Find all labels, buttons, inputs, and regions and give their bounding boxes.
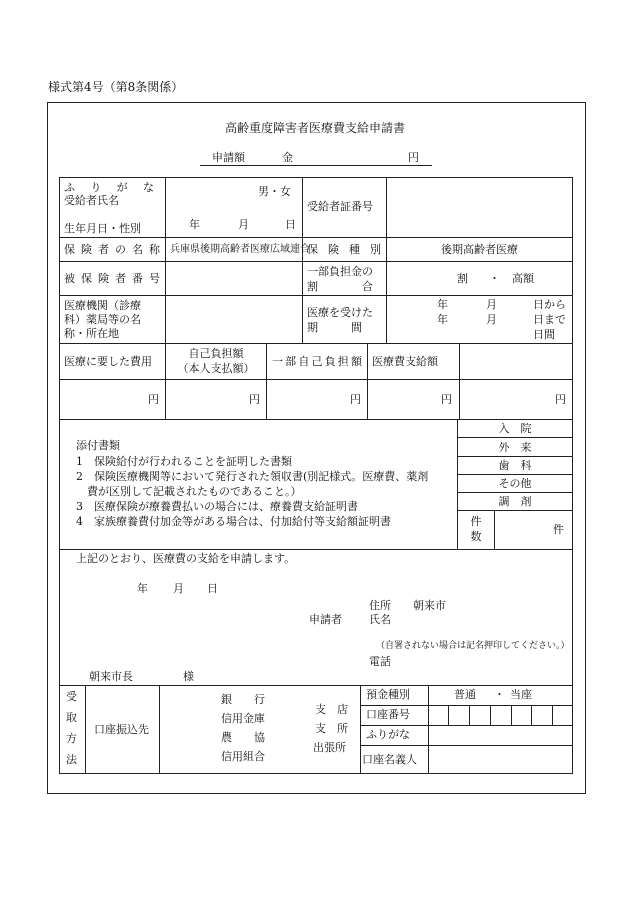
facility-label-line1: 医療機関（診療 [64, 299, 141, 312]
insured-number-label: 被 保 険 者 番 号 [64, 272, 160, 285]
claim-amount-unit: 円 [408, 151, 419, 164]
birth-year: 年 [189, 218, 200, 231]
account-holder-field[interactable] [429, 746, 572, 773]
declaration-year: 年 [137, 582, 148, 595]
copay-wari[interactable]: 割 [457, 272, 468, 285]
category-dental[interactable]: 歯 科 [498, 459, 532, 472]
receipt-label-char-1: 受 [66, 690, 77, 703]
applicant-name-label: 氏名 [369, 613, 391, 626]
attachment-item-2: 2 保険医療機関等において発行された領収書(別記様式。医療費、薬剤 [76, 470, 429, 483]
furigana-label: ふ り が な [64, 181, 154, 194]
period-from-year: 年 [437, 298, 448, 311]
claim-amount-currency: 金 [282, 151, 293, 164]
receipt-label-char-2: 取 [66, 711, 77, 724]
bank-type-shinkumi[interactable]: 信用組合 [221, 750, 265, 763]
total-cost-label: 医療に要した費用 [64, 355, 152, 368]
address-value: 朝来市 [413, 599, 446, 612]
copay-high[interactable]: 高額 [512, 272, 534, 285]
period-to-suffix: 日まで [533, 313, 566, 326]
phone-label: 電話 [369, 655, 391, 668]
bank-type-nokyo[interactable]: 農 協 [221, 731, 265, 744]
period-from-month: 月 [486, 298, 497, 311]
addressee: 朝来市長 [89, 670, 133, 683]
honorific: 様 [183, 670, 194, 683]
form-number: 様式第4号（第8条関係） [48, 80, 184, 94]
facility-field[interactable] [166, 296, 302, 343]
count-label-line1: 件 [470, 515, 482, 528]
branch-type-office[interactable]: 支 所 [315, 722, 348, 735]
count-label-line2: 数 [470, 530, 482, 543]
benefit-amount-yen: 円 [441, 393, 452, 406]
attachment-item-4: 4 家族療養費付加金等がある場合は、付加給付等支給額証明書 [76, 515, 391, 528]
category-dispensing[interactable]: 調 剤 [498, 495, 532, 508]
deposit-type-label: 預金種別 [366, 688, 410, 701]
attachment-item-2-cont: 費が区別して記載されたものであること。） [76, 485, 302, 498]
benefit-amount-label: 医療費支給額 [372, 355, 438, 368]
facility-label-line3: 称・所在地 [64, 327, 119, 340]
deposit-current[interactable]: 当座 [510, 688, 532, 701]
copay-label-line1: 一部負担金の [307, 265, 373, 278]
deposit-ordinary[interactable]: 普通 [454, 688, 476, 701]
self-pay-yen: 円 [249, 393, 260, 406]
period-label-line1: 医療を受けた [307, 306, 373, 319]
branch-type-branch[interactable]: 支 店 [315, 703, 348, 716]
account-number-boxes[interactable] [428, 705, 573, 725]
bank-transfer-label: 口座振込先 [94, 723, 149, 736]
furigana-account-label: ふりがな [366, 728, 410, 741]
address-label: 住所 [369, 599, 391, 612]
insurer-name-value: 兵庫県後期高齢者医療広域連合 [170, 244, 310, 255]
seal-note: （自署されない場合は記名押印してください。） [376, 641, 570, 651]
copay-label-line2: 割 合 [307, 280, 373, 293]
period-to-month: 月 [486, 313, 497, 326]
account-holder-label: 口座名義人 [362, 753, 417, 766]
account-number-label: 口座番号 [366, 708, 410, 721]
receipt-label-char-3: 方 [66, 732, 77, 745]
self-pay-label-line1: 自己負担額 [188, 347, 244, 360]
sex-options[interactable]: 男・女 [258, 185, 291, 198]
branch-type-agency[interactable]: 出張所 [313, 741, 346, 754]
category-inpatient[interactable]: 入 院 [498, 422, 532, 435]
attachment-item-1: 1 保険給付が行われることを証明した書類 [76, 455, 292, 468]
attachment-item-3: 3 医療保険が療養費払いの場合には、療養費支給証明書 [76, 500, 358, 513]
insurer-name-label: 保 険 者 の 名 称 [64, 243, 160, 256]
birth-month: 月 [238, 218, 249, 231]
certificate-number-label: 受給者証番号 [307, 200, 373, 213]
bank-type-shinkin[interactable]: 信用金庫 [221, 712, 265, 725]
facility-label-line2: 科）薬局等の名 [64, 313, 141, 326]
period-to-year: 年 [437, 313, 448, 326]
copay-dot: ・ [489, 272, 500, 285]
insurance-type-label: 保 険 種 別 [307, 243, 381, 256]
birth-day: 日 [285, 218, 296, 231]
category-other[interactable]: その他 [498, 477, 532, 490]
period-days-suffix: 日間 [533, 328, 555, 341]
declaration-text: 上記のとおり、医療費の支給を申請します。 [76, 552, 296, 565]
insurance-type-value: 後期高齢者医療 [441, 243, 518, 256]
extra-yen: 円 [555, 393, 566, 406]
partial-self-pay-label: 一 部 自 己 負 担 額 [272, 355, 362, 368]
recipient-name-label: 受給者氏名 [64, 194, 119, 207]
count-unit: 件 [553, 523, 564, 536]
self-pay-label-line2: （本人支払額） [177, 362, 255, 375]
total-cost-yen: 円 [148, 393, 159, 406]
certificate-number-field[interactable] [387, 178, 572, 237]
birth-sex-label: 生年月日・性別 [64, 222, 141, 235]
insured-number-field[interactable] [166, 262, 302, 295]
account-furigana-field[interactable] [429, 726, 572, 745]
attachments-heading: 添付書類 [76, 439, 120, 452]
deposit-dot: ・ [494, 688, 505, 701]
category-outpatient[interactable]: 外 来 [498, 441, 532, 454]
declaration-day: 日 [207, 582, 218, 595]
partial-self-pay-yen: 円 [350, 393, 361, 406]
declaration-month: 月 [173, 582, 184, 595]
bank-type-bank[interactable]: 銀 行 [221, 693, 265, 706]
form-title: 高齢重度障害者医療費支給申請書 [224, 121, 405, 135]
period-label-line2: 期 間 [307, 321, 362, 334]
receipt-label-char-4: 法 [66, 753, 77, 766]
period-from-suffix: 日から [533, 298, 566, 311]
applicant-label: 申請者 [309, 613, 342, 626]
claim-amount-label: 申請額 [212, 151, 245, 164]
